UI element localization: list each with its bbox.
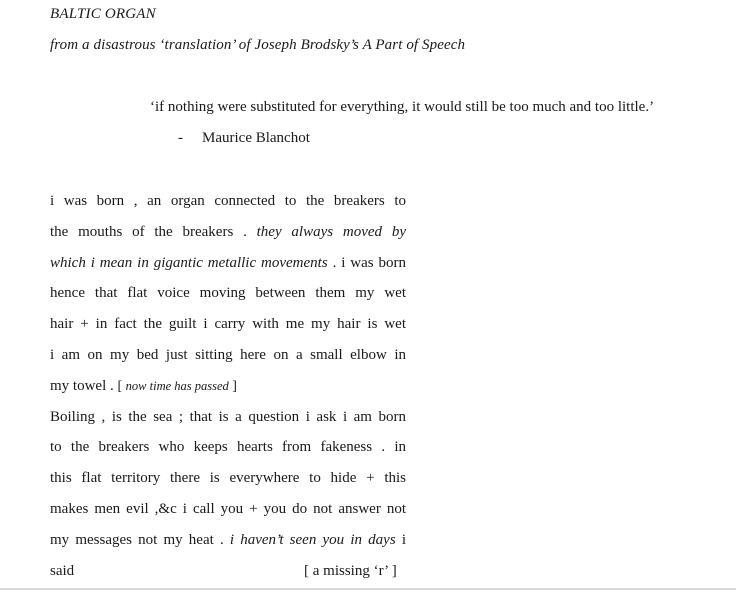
poem-line (50, 252, 406, 283)
poem-line (50, 560, 406, 591)
poem-line-text: the mouths of the breakers . (50, 223, 257, 240)
poem-line-text: hence that flat voice moving between them my wet (50, 285, 406, 302)
poem-line (50, 436, 406, 467)
poem-line-text: i was born , an organ connected to the breakers to (50, 193, 406, 209)
attribution-author: Maurice Blanchot (202, 130, 310, 146)
poem-line-text: my towel . (50, 377, 118, 394)
poem-line-text: Boiling , is the sea ; that is a question i ask i am born (50, 408, 406, 425)
poem-line-text: this flat territory there is everywhere to hide + this (50, 470, 406, 487)
poem-line (50, 313, 406, 344)
bracket-open: [ (117, 378, 126, 394)
attribution-dash: - (178, 130, 183, 146)
poem-title: BALTIC ORGAN (50, 6, 156, 22)
poem-line-italic: i haven’t seen you in days (229, 531, 396, 548)
poem-line (50, 406, 406, 437)
poem-line-italic: they always moved by (256, 223, 406, 240)
missing-r-note: [ a missing ‘r’ ] (304, 562, 397, 579)
poem-line-italic: which i mean in gigantic metallic movements (50, 254, 328, 271)
poem-line-text: said (50, 562, 75, 579)
epigraph-quote: ‘if nothing were substituted for everything, it would still be too much and too little.’ (150, 99, 655, 115)
poem-line-text: makes men evil ,&c i call you + you do not answer not (50, 500, 406, 517)
poem-line-italic: now time has passed (125, 378, 229, 393)
poem-line-text: . i was born (327, 254, 406, 271)
poem-line (50, 375, 406, 406)
poem-line (50, 190, 406, 221)
poem-subtitle: from a disastrous ‘translation’ of Joseph Brodsky’s A Part of Speech (50, 37, 466, 53)
poem-line (50, 282, 406, 313)
poem-line (50, 344, 406, 375)
poem-line-text: i am on my bed just sitting here on a small elbow in (50, 346, 406, 363)
poem-line-text: to the breakers who keeps hearts from fakeness . in (50, 439, 406, 456)
poem-line-text: i (395, 531, 406, 548)
epigraph-attribution (178, 130, 310, 147)
poem-line-text: my messages not my heat . (50, 531, 230, 548)
poem-line (50, 498, 406, 529)
page-bottom-divider (0, 588, 736, 590)
poem-line (50, 467, 406, 498)
poem-line-text: hair + in fact the guilt i carry with me my hair is wet (50, 316, 406, 333)
bracket-close: ] (228, 378, 237, 394)
poem-line (50, 529, 406, 560)
poem-line (50, 221, 406, 252)
poem-body (50, 190, 410, 590)
